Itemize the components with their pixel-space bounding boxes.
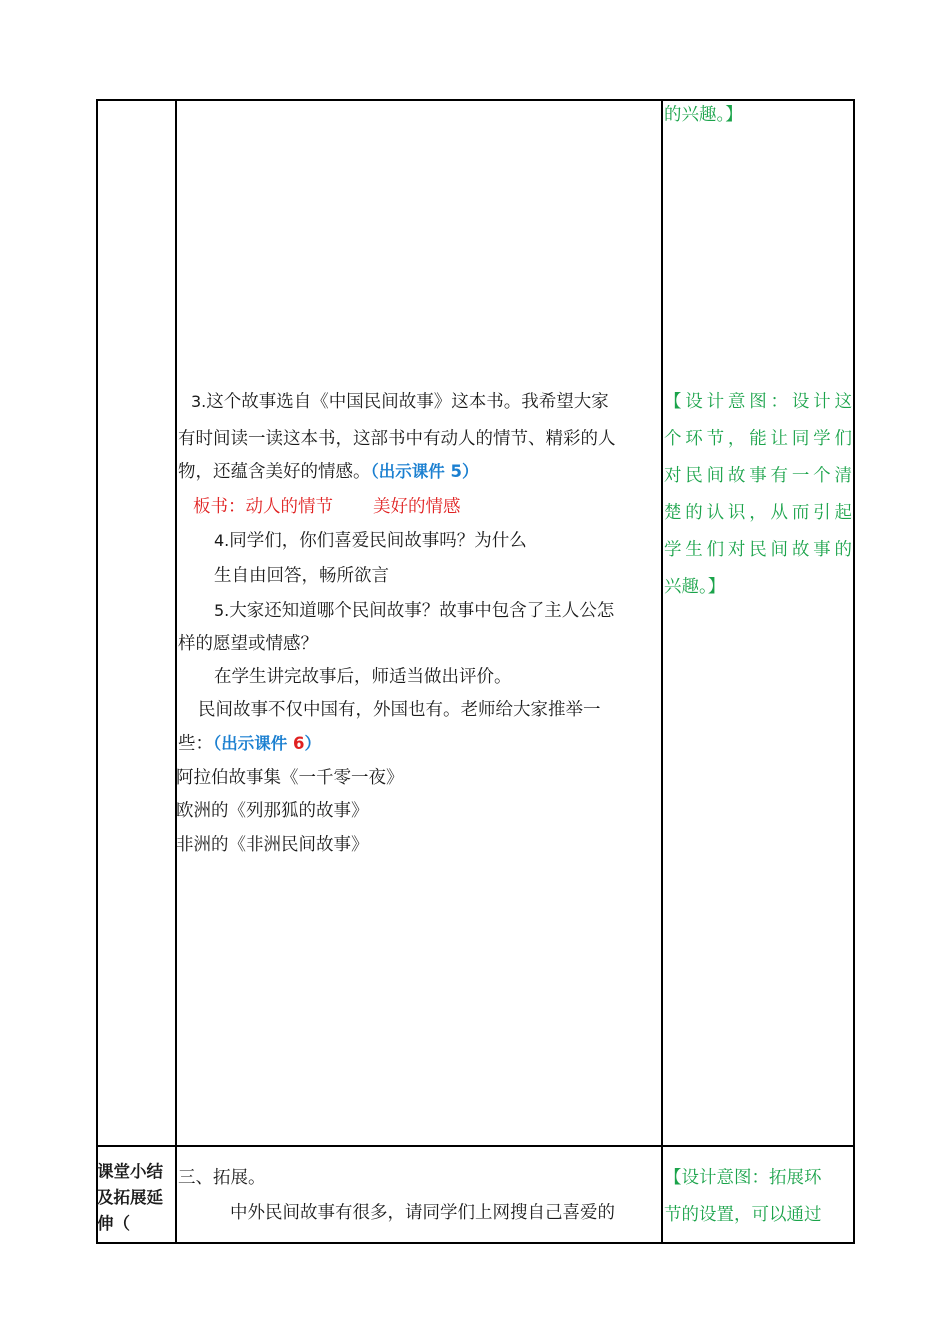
design-intent-line-3-text: 对民间故事有一个清 <box>664 466 852 486</box>
paragraph-4-number: 4. <box>214 531 230 550</box>
design-intent-line-1 <box>664 390 852 414</box>
section-label-line-2: 及拓展延 <box>97 1188 163 1207</box>
blackboard-item-1: 动人的情节 <box>245 497 333 517</box>
paragraph-3-line-2: 有时间读一读这本书，这部书中有动人的情节、精彩的人 <box>178 429 616 449</box>
paragraph-6-line-2-text: 些： <box>178 734 213 754</box>
design-intent-line-5 <box>664 538 852 562</box>
book-item-2: 欧洲的《列那狐的故事》 <box>176 801 369 821</box>
courseware-6-number: 6 <box>293 734 305 753</box>
row-divider <box>98 1145 853 1147</box>
section-label-line-1: 课堂小结 <box>97 1162 163 1181</box>
design-intent-line-6: 兴趣。】 <box>664 577 726 597</box>
paragraph-5-line-1 <box>214 599 614 623</box>
paragraph-4-text: 同学们，你们喜爱民间故事吗？为什么 <box>229 531 527 551</box>
design-intent-line-1-text: 【设计意图：设计这 <box>664 392 852 412</box>
paragraph-5-evaluation: 在学生讲完故事后，师适当做出评价。 <box>214 667 512 687</box>
design-intent-line-4-text: 楚的认识，从而引起 <box>664 503 852 523</box>
blackboard-notes <box>193 495 461 519</box>
paragraph-6-line-2 <box>178 732 321 756</box>
paragraph-6-line-1: 民间故事不仅中国有，外国也有。老师给大家推举一 <box>198 700 601 720</box>
paragraph-5-line-2: 样的愿望或情感？ <box>178 634 318 654</box>
design-intent-2-line-1: 【设计意图：拓展环 <box>664 1168 822 1188</box>
extension-heading: 三、拓展。 <box>178 1168 266 1188</box>
section-label-line-3: 伸（ <box>97 1214 130 1233</box>
paragraph-4-answer: 生自由回答，畅所欲言 <box>214 566 389 586</box>
book-item-1: 阿拉伯故事集《一千零一夜》 <box>176 768 404 788</box>
design-intent-tail: 的兴趣。】 <box>664 105 743 125</box>
design-intent-line-2 <box>664 427 852 451</box>
column-divider-1 <box>175 101 177 1242</box>
paragraph-5-number: 5. <box>214 601 230 620</box>
paragraph-5-text: 大家还知道哪个民间故事？故事中包含了主人公怎 <box>229 601 615 621</box>
paragraph-3-line-3-text: 物，还蕴含美好的情感。 <box>178 462 371 482</box>
design-intent-line-3 <box>664 464 852 488</box>
column-divider-2 <box>661 101 663 1242</box>
paragraph-3-line-3 <box>178 460 478 484</box>
courseware-6-close: ） <box>304 734 321 753</box>
paragraph-3-text: 这个故事选自《中国民间故事》这本书。我希望大家 <box>206 392 609 412</box>
courseware-5-label: （出示课件 5） <box>370 462 479 481</box>
blackboard-item-2: 美好的情感 <box>373 497 461 517</box>
paragraph-3-line-1 <box>191 390 609 414</box>
design-intent-line-5-text: 学生们对民间故事的 <box>664 540 852 560</box>
design-intent-line-4 <box>664 501 852 525</box>
extension-text: 中外民间故事有很多，请同学们上网搜自己喜爱的 <box>230 1203 615 1223</box>
paragraph-4 <box>214 529 527 553</box>
blackboard-label: 板书： <box>193 497 246 517</box>
book-item-3: 非洲的《非洲民间故事》 <box>176 835 369 855</box>
courseware-6-label: （出示课件 <box>213 734 293 753</box>
paragraph-3-number: 3. <box>191 392 207 411</box>
design-intent-2-line-2: 节的设置，可以通过 <box>664 1205 822 1225</box>
design-intent-line-2-text: 个环节，能让同学们 <box>664 429 852 449</box>
